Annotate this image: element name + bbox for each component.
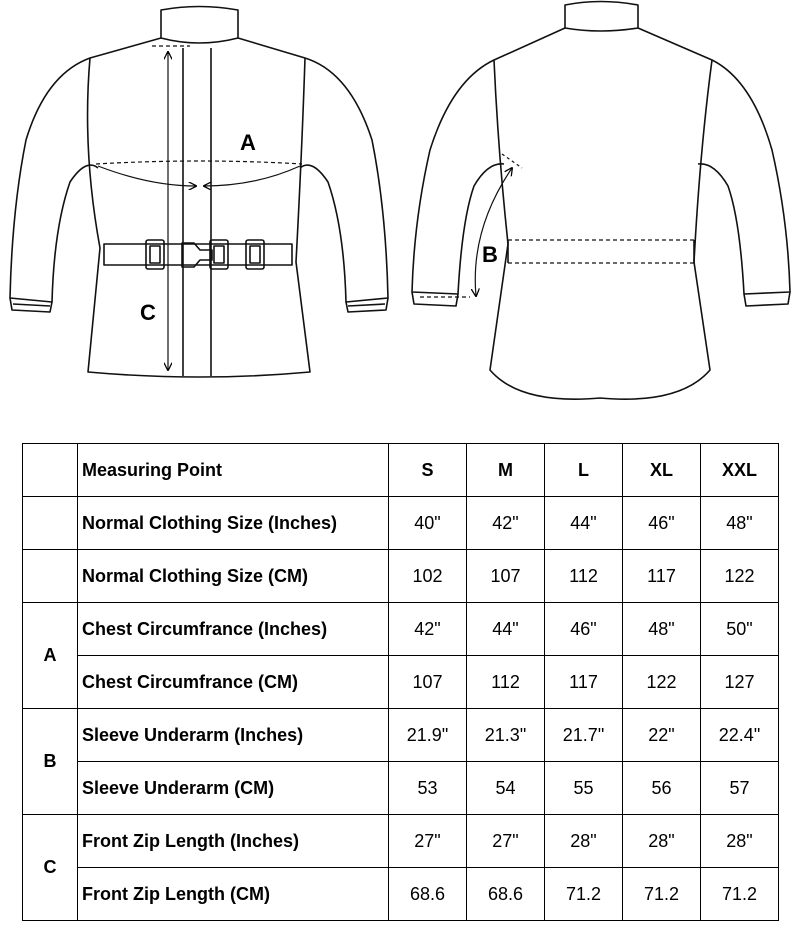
row-label: Sleeve Underarm (Inches): [78, 709, 389, 762]
cell-value: 71.2: [545, 868, 623, 921]
cell-value: 117: [545, 656, 623, 709]
table-row: [23, 497, 779, 550]
cell-value: 46": [545, 603, 623, 656]
group-empty-cell: [23, 550, 78, 603]
size-chart-table: [22, 443, 779, 921]
label-c: C: [140, 300, 156, 325]
header-measuring-point: Measuring Point: [78, 444, 389, 497]
cell-value: 54: [467, 762, 545, 815]
header-empty-cell: [23, 444, 78, 497]
label-b: B: [482, 242, 498, 267]
cell-value: 56: [623, 762, 701, 815]
cell-value: 22.4": [701, 709, 779, 762]
table-row: [23, 603, 779, 656]
table-row: [23, 656, 779, 709]
cell-value: 127: [701, 656, 779, 709]
back-collar: [565, 2, 638, 32]
header-size-s: S: [389, 444, 467, 497]
cell-value: 53: [389, 762, 467, 815]
row-label: Chest Circumfrance (CM): [78, 656, 389, 709]
header-size-xl: XL: [623, 444, 701, 497]
cell-value: 57: [701, 762, 779, 815]
cell-value: 117: [623, 550, 701, 603]
front-left-sleeve: [10, 58, 98, 302]
cell-value: 44": [467, 603, 545, 656]
header-size-l: L: [545, 444, 623, 497]
group-empty-cell: [23, 497, 78, 550]
cell-value: 46": [623, 497, 701, 550]
cell-value: 48": [623, 603, 701, 656]
table-row: [23, 550, 779, 603]
cell-value: 42": [389, 603, 467, 656]
cell-value: 48": [701, 497, 779, 550]
table-header-row: [23, 444, 779, 497]
back-right-sleeve: [698, 60, 790, 294]
group-label-c: C: [23, 815, 78, 921]
cell-value: 28": [545, 815, 623, 868]
row-label: Normal Clothing Size (Inches): [78, 497, 389, 550]
row-label: Normal Clothing Size (CM): [78, 550, 389, 603]
cell-value: 107: [467, 550, 545, 603]
cell-value: 68.6: [389, 868, 467, 921]
jacket-diagram: [0, 0, 800, 420]
cell-value: 68.6: [467, 868, 545, 921]
group-label-b: B: [23, 709, 78, 815]
back-body: [490, 28, 712, 399]
cell-value: 21.3": [467, 709, 545, 762]
cell-value: 122: [623, 656, 701, 709]
front-body: [88, 38, 310, 377]
row-label: Sleeve Underarm (CM): [78, 762, 389, 815]
cell-value: 112: [467, 656, 545, 709]
cell-value: 40": [389, 497, 467, 550]
table-row: [23, 868, 779, 921]
cell-value: 122: [701, 550, 779, 603]
cell-value: 71.2: [701, 868, 779, 921]
header-size-xxl: XXL: [701, 444, 779, 497]
cell-value: 71.2: [623, 868, 701, 921]
cell-value: 55: [545, 762, 623, 815]
front-collar: [161, 7, 238, 44]
row-label: Front Zip Length (CM): [78, 868, 389, 921]
cell-value: 21.7": [545, 709, 623, 762]
cell-value: 44": [545, 497, 623, 550]
jacket-front-view: [10, 7, 388, 378]
cell-value: 21.9": [389, 709, 467, 762]
row-label: Front Zip Length (Inches): [78, 815, 389, 868]
jacket-back-view: [412, 2, 790, 400]
cell-value: 42": [467, 497, 545, 550]
cell-value: 102: [389, 550, 467, 603]
table-row: [23, 709, 779, 762]
front-right-sleeve: [300, 58, 388, 302]
cell-value: 50": [701, 603, 779, 656]
table-row: [23, 762, 779, 815]
cell-value: 28": [623, 815, 701, 868]
group-label-a: A: [23, 603, 78, 709]
cell-value: 27": [467, 815, 545, 868]
cell-value: 22": [623, 709, 701, 762]
header-size-m: M: [467, 444, 545, 497]
table-row: [23, 815, 779, 868]
row-label: Chest Circumfrance (Inches): [78, 603, 389, 656]
cell-value: 107: [389, 656, 467, 709]
cell-value: 28": [701, 815, 779, 868]
cell-value: 112: [545, 550, 623, 603]
label-a: A: [240, 130, 256, 155]
cell-value: 27": [389, 815, 467, 868]
